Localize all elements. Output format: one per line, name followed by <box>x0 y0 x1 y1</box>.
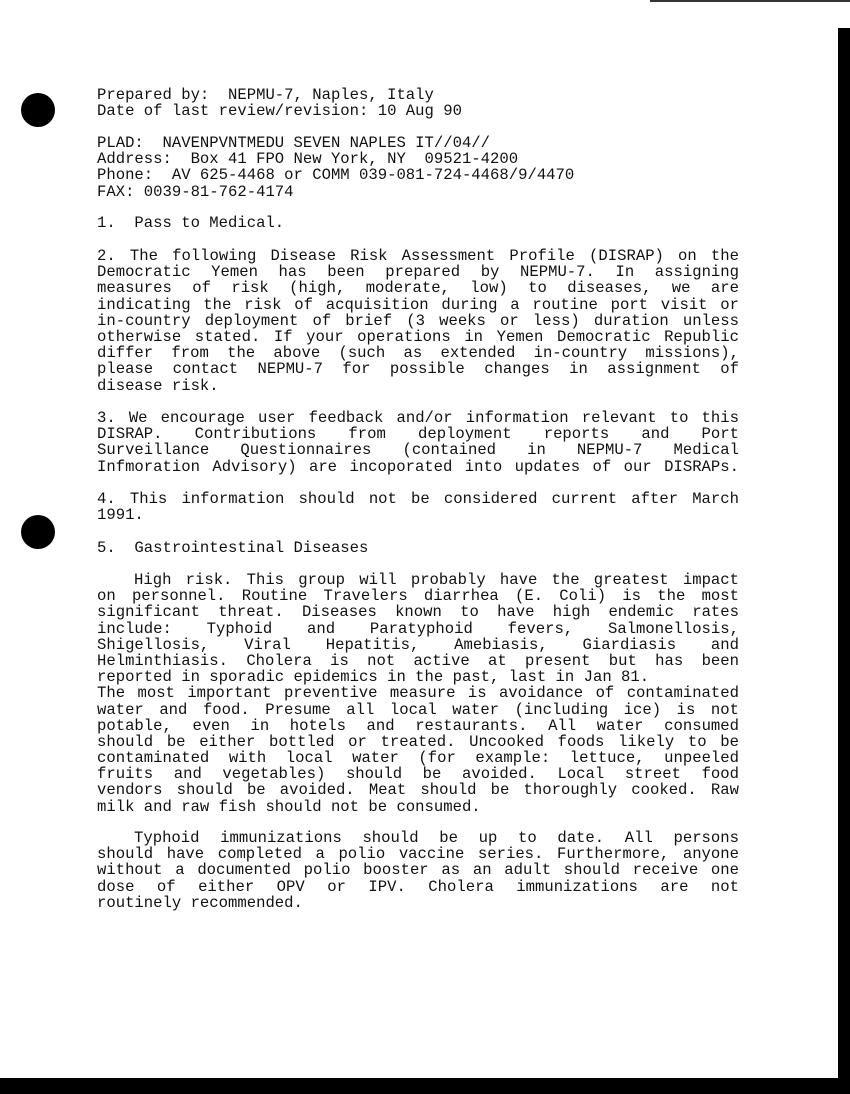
text-line: The most important preventive measure is avoidance of contaminated <box>97 684 739 703</box>
text-line: 2. The following Disease Risk Assessment Profile (DISRAP) on the <box>97 247 739 265</box>
text-line: 4. This information should not be considered current after March <box>97 490 739 508</box>
text-line: vendors should be avoided. Meat should be thoroughly cooked. Raw <box>97 781 739 800</box>
text-line: 3. We encourage user feedback and/or information relevant to this <box>97 409 739 427</box>
text-line: 5. Gastrointestinal Diseases <box>97 539 369 557</box>
text-line: please contact NEPMU-7 for possible changes in assignment of <box>97 360 739 379</box>
text-line: should have completed a polio vaccine series. Furthermore, anyone <box>97 845 739 864</box>
section-heading-5 <box>97 540 739 556</box>
text-line: contaminated with local water (for example: lettuce, unpeeled <box>97 749 739 768</box>
text-line: potable, even in hotels and restaurants. All water consumed <box>97 716 739 735</box>
text-line: measures of risk (high, moderate, low) to diseases, we are <box>97 279 739 298</box>
text-line: FAX: 0039-81-762-4174 <box>97 182 294 201</box>
paragraph-1 <box>97 215 739 231</box>
text-line: fruits and vegetables) should be avoided. Local street food <box>97 765 739 784</box>
text-line: 1. Pass to Medical. <box>97 214 285 232</box>
text-line: 1991. <box>97 506 144 525</box>
text-line: on personnel. Routine Travelers diarrhea (E. Coli) is the most <box>97 587 739 606</box>
text-line: milk and raw fish should not be consumed. <box>97 797 481 816</box>
header-block <box>97 87 739 119</box>
scan-edge-line <box>650 0 850 2</box>
text-line: Address: Box 41 FPO New York, NY 09521-4200 <box>97 150 519 169</box>
text-line: Shigellosis, Viral Hepatitis, Amebiasis, Giardiasis and <box>97 635 739 654</box>
paragraph-3 <box>97 410 739 475</box>
text-line: disease risk. <box>97 376 219 395</box>
text-line: in-country deployment of brief (3 weeks or less) duration unless <box>97 311 739 330</box>
paragraph-5-immunizations <box>97 830 739 911</box>
text-line: indicating the risk of acquisition during a routine port visit or <box>97 295 739 314</box>
scan-edge-right <box>838 28 850 1094</box>
text-line: Infmoration Advisory) are incoporated into updates of our DISRAPs. <box>97 457 739 476</box>
text-line: Prepared by: NEPMU-7, Naples, Italy <box>97 86 434 104</box>
text-line: Typhoid immunizations should be up to date. All persons <box>134 829 739 847</box>
text-line: should be either bottled or treated. Uncooked foods likely to be <box>97 732 739 751</box>
paragraph-5-high-risk <box>97 572 739 815</box>
text-line: significant threat. Diseases known to have high endemic rates <box>97 603 739 622</box>
text-line: Democratic Yemen has been prepared by NEPMU-7. In assigning <box>97 263 739 282</box>
text-line: Phone: AV 625-4468 or COMM 039-081-724-4468/9/4470 <box>97 166 575 185</box>
scan-edge-bottom <box>0 1078 850 1094</box>
text-line: DISRAP. Contributions from deployment reports and Port <box>97 425 739 444</box>
paragraph-2 <box>97 248 739 394</box>
text-line: Surveillance Questionnaires (contained in NEPMU-7 Medical <box>97 441 739 460</box>
punch-hole <box>21 93 55 127</box>
text-line: reported in sporadic epidemics in the past, last in Jan 81. <box>97 668 650 687</box>
text-line: Date of last review/revision: 10 Aug 90 <box>97 102 462 121</box>
text-line: dose of either OPV or IPV. Cholera immunizations are not <box>97 877 739 896</box>
text-line: otherwise stated. If your operations in Yemen Democratic Republic <box>97 327 739 346</box>
text-line: High risk. This group will probably have the greatest impact <box>134 571 739 589</box>
text-line: water and food. Presume all local water (including ice) is not <box>97 700 739 719</box>
contact-block <box>97 135 739 200</box>
text-line: Helminthiasis. Cholera is not active at present but has been <box>97 651 739 670</box>
paragraph-4 <box>97 491 739 523</box>
punch-hole <box>21 515 55 549</box>
text-line: include: Typhoid and Paratyphoid fevers, Salmonellosis, <box>97 619 739 638</box>
text-line: routinely recommended. <box>97 893 303 912</box>
text-line: differ from the above (such as extended in-country missions), <box>97 344 739 363</box>
text-line: without a documented polio booster as an adult should receive one <box>97 861 739 880</box>
text-line: PLAD: NAVENPVNTMEDU SEVEN NAPLES IT//04// <box>97 134 491 152</box>
